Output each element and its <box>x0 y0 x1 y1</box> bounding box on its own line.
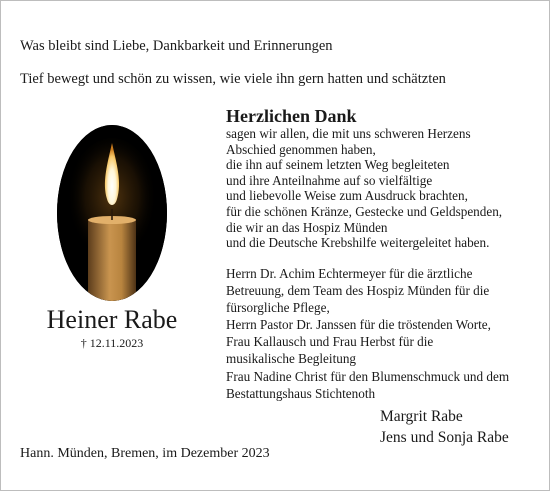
special-thanks-text <box>226 265 509 402</box>
death-date: † 12.11.2023 <box>80 336 144 350</box>
thanks-line: die ihn auf seinem letzten Weg begleiteten <box>226 157 450 173</box>
special-thanks-line: Herrn Pastor Dr. Janssen für die tröstenden Worte, <box>226 317 491 333</box>
special-thanks-line: Bestattungshaus Stichtenoth <box>226 385 376 401</box>
special-thanks-line: Frau Kallausch und Frau Herbst für die <box>226 334 434 350</box>
signature-2: Jens und Sonja Rabe <box>380 429 509 446</box>
special-thanks-line: Herrn Dr. Achim Echtermeyer für die ärztliche <box>226 266 473 281</box>
candle-icon <box>57 125 167 301</box>
thanks-text <box>226 126 502 251</box>
thanks-line: und ihre Anteilnahme auf so vielfältige <box>226 172 433 188</box>
special-thanks-line: Betreuung, dem Team des Hospiz Münden für die <box>226 283 490 299</box>
thanks-line: und liebevolle Weise zum Ausdruck brachten, <box>226 188 468 204</box>
deceased-name: Heiner Rabe <box>46 305 178 334</box>
thanks-line: Abschied genommen haben, <box>226 141 376 157</box>
intro-line-2: Tief bewegt und schön zu wissen, wie viele ihn gern hatten und schätzten <box>20 71 446 87</box>
thanks-line: die wir an das Hospiz Münden <box>226 219 388 235</box>
special-thanks-line: fürsorgliche Pflege, <box>226 300 330 316</box>
signature-1: Margrit Rabe <box>380 408 463 425</box>
special-thanks-line: Frau Nadine Christ für den Blumenschmuck und dem <box>226 368 510 384</box>
thanks-heading: Herzlichen Dank <box>226 106 357 126</box>
place-date: Hann. Münden, Bremen, im Dezember 2023 <box>20 446 270 461</box>
intro-line-1: Was bleibt sind Liebe, Dankbarkeit und Erinnerungen <box>20 38 333 54</box>
thanks-line: für die schönen Kränze, Gestecke und Geldspenden, <box>226 203 503 219</box>
thanks-line: sagen wir allen, die mit uns schweren Herzens <box>226 126 471 141</box>
thanks-line: und die Deutsche Krebshilfe weitergeleitet haben. <box>226 235 490 251</box>
special-thanks-line: musikalische Begleitung <box>226 351 357 367</box>
